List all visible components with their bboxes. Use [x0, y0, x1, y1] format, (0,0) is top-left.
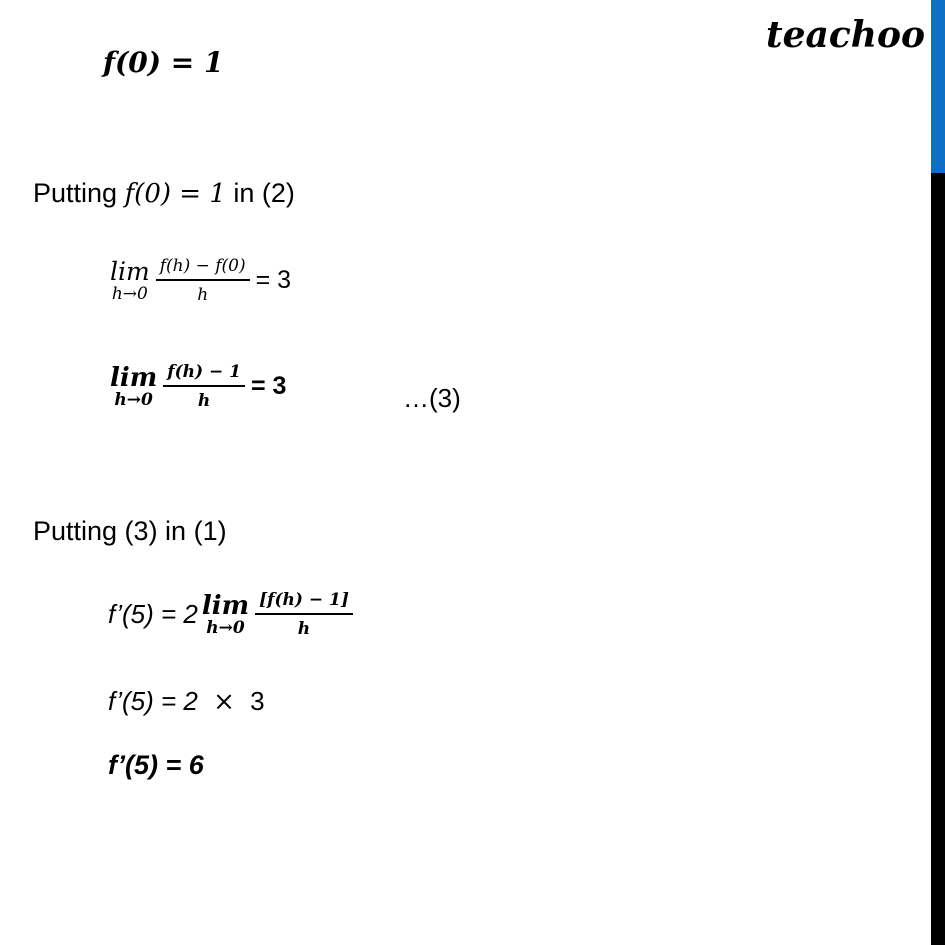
limit-equation-1	[110, 256, 291, 305]
equation-tag-3: …(3)	[403, 383, 461, 413]
derivative-product	[108, 686, 265, 717]
equals-3-bold: = 3	[250, 372, 287, 400]
derivative-lhs: f’(5) = 2	[108, 686, 198, 716]
limit-operator: lim h→0	[110, 256, 150, 304]
sidebar-accent-blue	[931, 0, 945, 173]
putting-suffix: in (2)	[225, 178, 295, 208]
limit-operator-bold: lim h→0	[110, 362, 158, 410]
fraction-bold: $\frac{[f(h) - 1]}{h}$	[255, 590, 353, 639]
fraction-bold: $\frac{f(h) - 1}{h}$	[163, 362, 245, 411]
putting-prefix: Putting	[33, 178, 125, 208]
fraction: $\frac{f(h) - f(0)}{h}$	[156, 256, 250, 305]
equals-3: = 3	[255, 266, 292, 294]
teachoo-logo: teachoo	[766, 14, 925, 56]
derivative-lhs: f’(5) = 2	[108, 599, 198, 629]
putting-3-in-1: Putting (3) in (1)	[33, 516, 227, 546]
limit-equation-2	[110, 362, 286, 411]
putting-math: f(0) = 1	[124, 179, 226, 209]
equation-f0-equals-1: f(0) = 1	[103, 46, 224, 79]
factor-3: 3	[250, 686, 265, 716]
final-answer: f’(5) = 6	[108, 750, 204, 780]
derivative-equation	[108, 590, 353, 639]
putting-f0-in-2	[33, 178, 295, 209]
limit-operator-bold: lim h→0	[201, 590, 250, 638]
sidebar-accent-black	[931, 173, 945, 945]
times-symbol: ×	[213, 687, 235, 717]
